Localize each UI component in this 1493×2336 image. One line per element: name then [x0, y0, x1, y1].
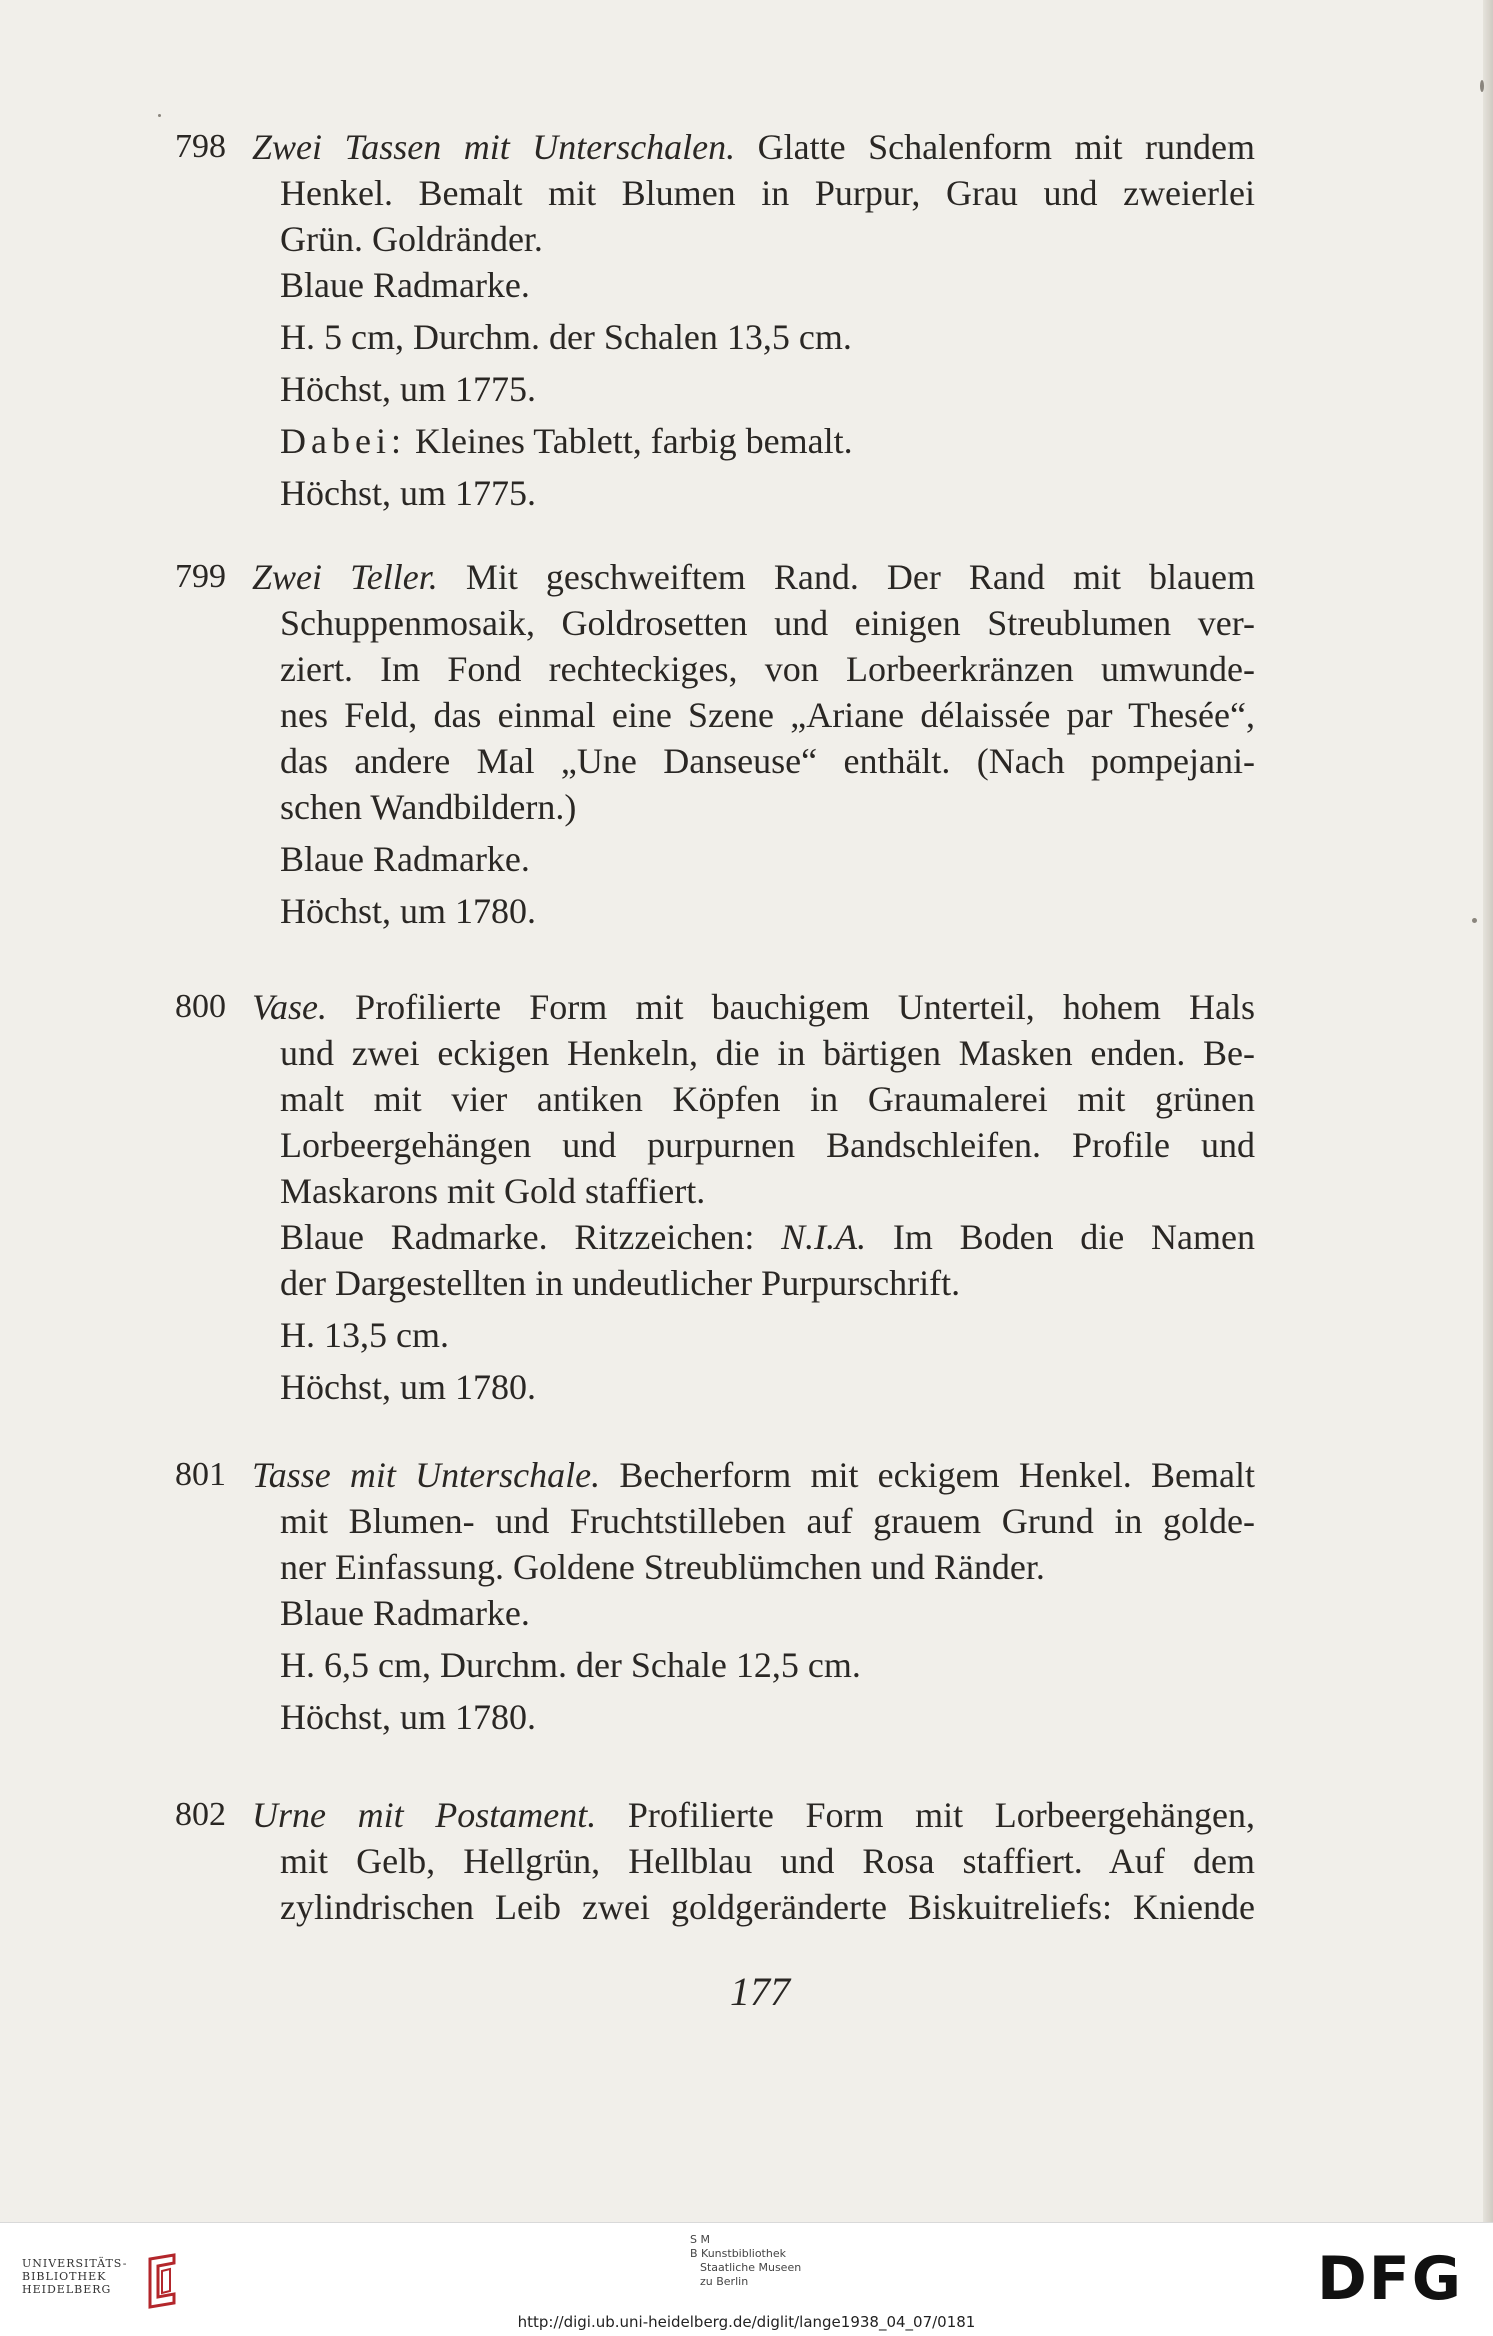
- university-name: [22, 2257, 142, 2296]
- entry-text: Blaue Radmarke. Ritzzeichen:: [280, 1217, 782, 1257]
- university-logo-icon: [140, 2253, 184, 2309]
- stamp-line: Staatliche Museen: [700, 2261, 802, 2274]
- dfg-logo: DFG: [1316, 2244, 1463, 2314]
- page-number: 177: [730, 1969, 790, 2014]
- entry-line: nes Feld, das einmal eine Szene „Ariane délaissée par Thesée“,: [280, 695, 1255, 735]
- entry-line: das andere Mal „Une Danseuse“ enthält. (Nach pompejani-: [280, 741, 1255, 781]
- entry-line: zylindrischen Leib zwei goldgeränderte Biskuitreliefs: Kniende: [280, 1887, 1255, 1927]
- entry-line: ner Einfassung. Goldene Streublümchen und Ränder.: [280, 1547, 1045, 1587]
- entry-text: Kleines Tablett, farbig bemalt.: [414, 421, 853, 461]
- stamp-line: B Kunstbibliothek: [690, 2247, 786, 2260]
- entry-line: Blaue Radmarke.: [280, 839, 530, 879]
- entry-line: schen Wandbildern.): [280, 787, 577, 827]
- entry-line: Maskarons mit Gold staffiert.: [280, 1171, 706, 1211]
- entry-number: 799: [175, 558, 226, 595]
- entry-line: [280, 1214, 1255, 1260]
- entry-line: [252, 1452, 1255, 1498]
- entry-line: ziert. Im Fond rechteckiges, von Lorbeerkränzen umwunde-: [280, 649, 1255, 689]
- incised-mark: N.I.A.: [781, 1217, 867, 1257]
- entry-title: Zwei Teller.: [252, 557, 438, 597]
- entry-title: Vase.: [252, 987, 327, 1027]
- entry-line: malt mit vier antiken Köpfen in Graumalerei mit grünen: [280, 1079, 1255, 1119]
- entry-line: der Dargestellten in undeutlicher Purpurschrift.: [280, 1263, 961, 1303]
- entry-line: Höchst, um 1775.: [280, 369, 536, 409]
- entry-line: Lorbeergehängen und purpurnen Bandschleifen. Profile und: [280, 1125, 1255, 1165]
- source-url[interactable]: http://digi.ub.uni-heidelberg.de/diglit/lange1938_04_07/0181: [517, 2313, 976, 2331]
- entry-text: Becherform mit eckigem Henkel. Bemalt: [600, 1455, 1255, 1495]
- library-stamp: [690, 2233, 830, 2289]
- paper-speck: [1480, 80, 1484, 92]
- entry-line: Höchst, um 1780.: [280, 1367, 536, 1407]
- paper-speck: [1472, 918, 1477, 923]
- entry-line: H. 13,5 cm.: [280, 1315, 449, 1355]
- university-name-line: UNIVERSITÄTS-: [22, 2257, 128, 2270]
- university-name-line: HEIDELBERG: [22, 2283, 112, 2296]
- entry-line: Henkel. Bemalt mit Blumen in Purpur, Grau und zweierlei: [280, 173, 1255, 213]
- entry-line: [252, 124, 1255, 170]
- entry-line: H. 6,5 cm, Durchm. der Schale 12,5 cm.: [280, 1645, 861, 1685]
- entry-line: Blaue Radmarke.: [280, 265, 530, 305]
- entry-line: Blaue Radmarke.: [280, 1593, 530, 1633]
- entry-title: Urne mit Postament.: [252, 1795, 597, 1835]
- entry-line: [252, 554, 1255, 600]
- entry-text: Glatte Schalenform mit rundem: [735, 127, 1256, 167]
- entry-line: [252, 1792, 1255, 1838]
- entry-line: Grün. Goldränder.: [280, 219, 543, 259]
- stamp-line: zu Berlin: [700, 2275, 749, 2288]
- entry-line: mit Gelb, Hellgrün, Hellblau und Rosa staffiert. Auf dem: [280, 1841, 1255, 1881]
- entry-text: Mit geschweiftem Rand. Der Rand mit blauem: [437, 557, 1255, 597]
- stamp-line: S M: [690, 2233, 710, 2246]
- paper-speck: [158, 114, 161, 117]
- entry-line: Höchst, um 1780.: [280, 1697, 536, 1737]
- entry-text: Profilierte Form mit bauchigem Unterteil, hohem Hals: [327, 987, 1255, 1027]
- entry-title: Tasse mit Unterschale.: [252, 1455, 601, 1495]
- entry-number: 800: [175, 988, 226, 1025]
- entry-number: 801: [175, 1456, 226, 1493]
- entry-text: Im Boden die Namen: [866, 1217, 1255, 1257]
- entry-line: [280, 418, 1255, 464]
- entry-number: 802: [175, 1796, 226, 1833]
- entry-title: Zwei Tassen mit Unterschalen.: [252, 127, 736, 167]
- entry-number: 798: [175, 128, 226, 165]
- university-name-line: BIBLIOTHEK: [22, 2270, 107, 2283]
- entry-line: H. 5 cm, Durchm. der Schalen 13,5 cm.: [280, 317, 852, 357]
- dabei-label: Dabei:: [280, 421, 406, 461]
- entry-line: Höchst, um 1775.: [280, 473, 536, 513]
- entry-text: Profilierte Form mit Lorbeergehängen,: [596, 1795, 1255, 1835]
- page-edge-shadow: [1483, 0, 1493, 2222]
- entry-line: [252, 984, 1255, 1030]
- entry-line: mit Blumen- und Fruchtstilleben auf grauem Grund in golde-: [280, 1501, 1255, 1541]
- entry-line: Höchst, um 1780.: [280, 891, 536, 931]
- entry-line: und zwei eckigen Henkeln, die in bärtigen Masken enden. Be-: [280, 1033, 1255, 1073]
- entry-line: Schuppenmosaik, Goldrosetten und einigen Streublumen ver-: [280, 603, 1255, 643]
